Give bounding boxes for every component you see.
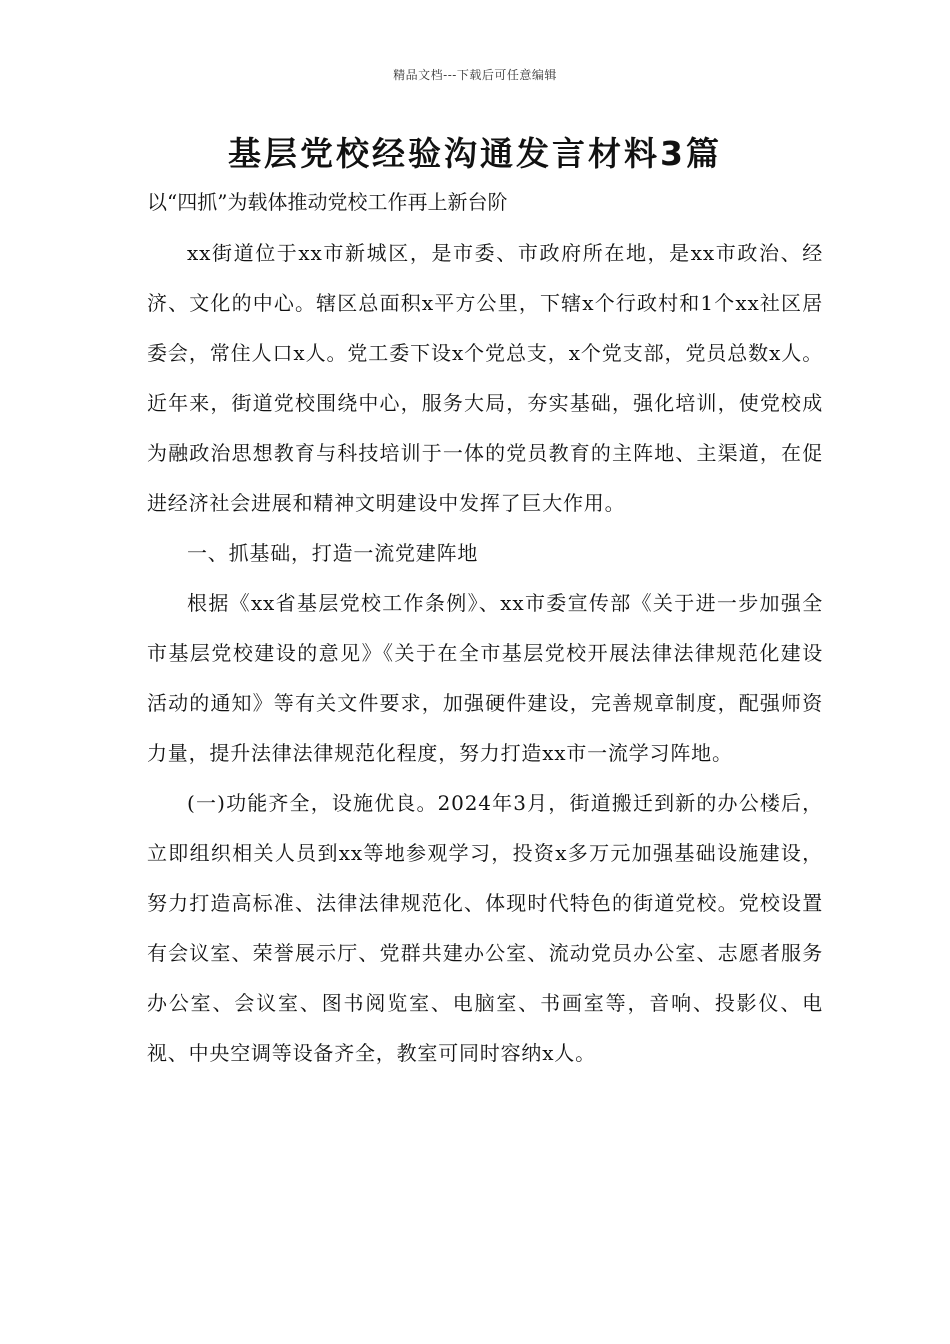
document-subtitle: 以“四抓”为载体推动党校工作再上新台阶 <box>147 190 508 214</box>
body-text <box>147 228 823 1078</box>
section-heading: 一、抓基础，打造一流党建阵地 <box>187 541 479 565</box>
paragraph-intro: xx街道位于xx市新城区，是市委、市政府所在地，是xx市政治、经济、文化的中心。辖区总面积x平方公里，下辖x个行政村和1个xx社区居委会，常住人口x人。党工委下设x个党总支，x个党支部，党员总数x人。近年来，街道党校围绕中心，服务大局，夯实基础，强化培训，使党校成为融政治思想教育与科技培训于一体的党员教育的主阵地、主渠道，在促进经济社会进展和精神文明建设中发挥了巨大作用。 <box>147 241 823 515</box>
document-title: 基层党校经验沟通发言材料3篇 <box>228 134 722 173</box>
header-note: 精品文档---下载后可任意编辑 <box>393 68 557 82</box>
paragraph-facilities: (一)功能齐全，设施优良。2024年3月，街道搬迁到新的办公楼后，立即组织相关人员到xx等地参观学习，投资x多万元加强基础设施建设，努力打造高标准、法律法律规范化、体现时代特色的街道党校。党校设置有会议室、荣誉展示厅、党群共建办公室、流动党员办公室、志愿者服务办公室、会议室、图书阅览室、电脑室、书画室等，音响、投影仪、电视、中央空调等设备齐全，教室可同时容纳x人。 <box>147 791 823 1065</box>
paragraph-basis: 根据《xx省基层党校工作条例》、xx市委宣传部《关于进一步加强全市基层党校建设的意见》《关于在全市基层党校开展法律法律规范化建设活动的通知》等有关文件要求，加强硬件建设，完善规章制度，配强师资力量，提升法律法律规范化程度，努力打造xx市一流学习阵地。 <box>147 591 823 765</box>
